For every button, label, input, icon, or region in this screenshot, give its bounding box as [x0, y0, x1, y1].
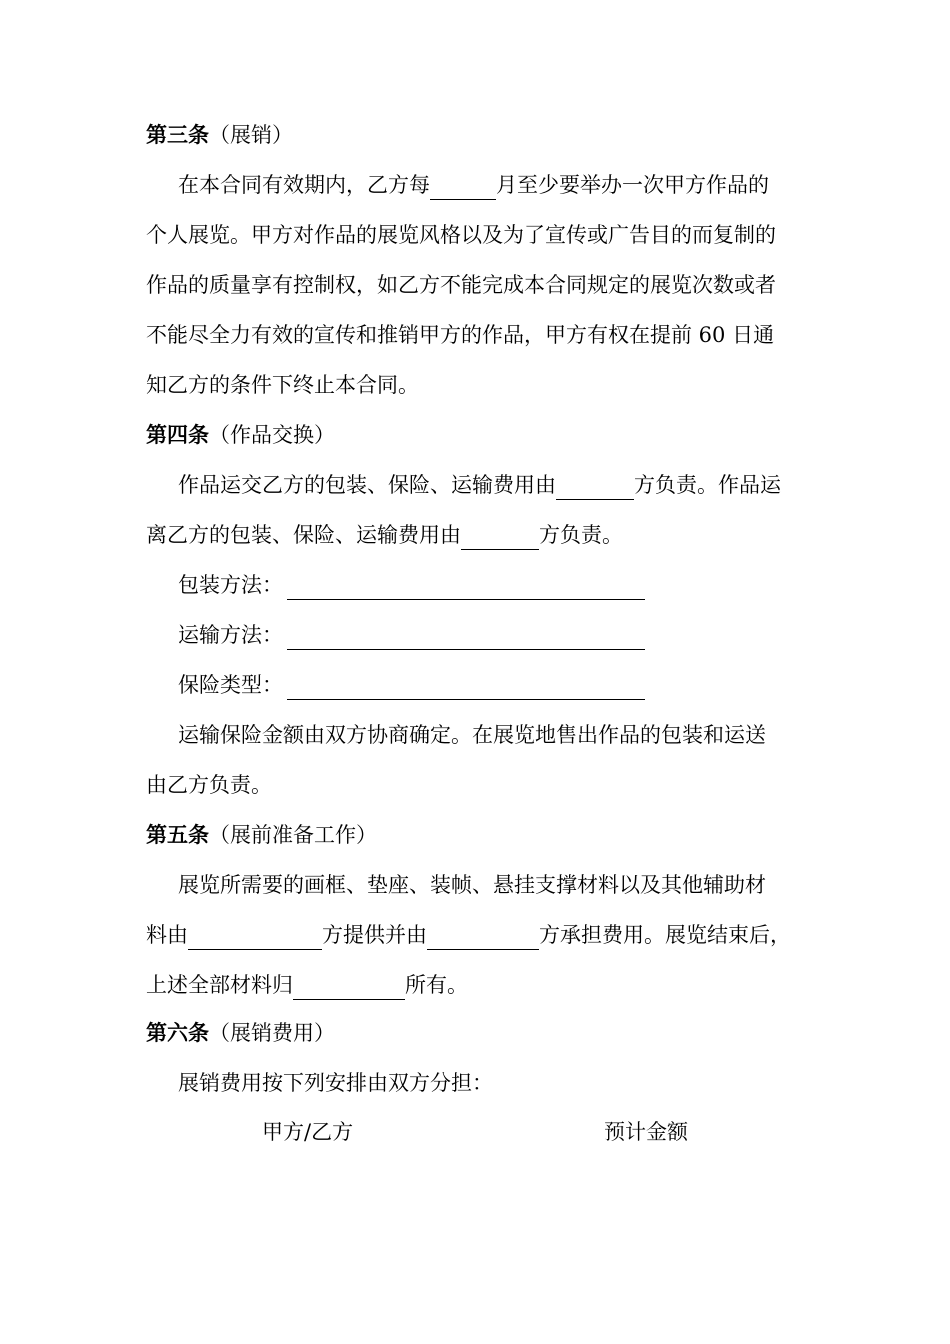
insurance-type-row	[178, 670, 645, 700]
text-span: 月至少要举办一次甲方作品的	[496, 173, 769, 197]
article-3-line-1	[178, 170, 769, 200]
text-span: 方负责。作品运	[634, 473, 781, 497]
insurance-type-field[interactable]	[287, 677, 645, 700]
article-3-line-5: 知乙方的条件下终止本合同。	[146, 373, 419, 397]
text-span: 料由	[146, 923, 188, 947]
text-span: 在本合同有效期内，乙方每	[178, 173, 430, 197]
article-4-line-3: 运输保险金额由双方协商确定。在展览地售出作品的包装和运送	[178, 723, 766, 747]
packing-method-label: 包装方法：	[178, 573, 283, 597]
article-6-heading	[146, 1018, 335, 1048]
insurance-type-label: 保险类型：	[178, 673, 283, 697]
cost-party-blank[interactable]	[427, 927, 539, 950]
provider-party-blank[interactable]	[188, 927, 322, 950]
text-span: 方承担费用。展览结束后，	[539, 923, 791, 947]
table-header-party: 甲方/乙方	[262, 1120, 354, 1144]
article-4-line-4: 由乙方负责。	[146, 773, 272, 797]
article-6-title: （展销费用）	[209, 1021, 335, 1045]
packing-method-row	[178, 570, 645, 600]
article-3-line-4: 不能尽全力有效的宣传和推销甲方的作品，甲方有权在提前 60 日通	[146, 323, 775, 347]
packing-method-field[interactable]	[287, 577, 645, 600]
article-3-line-2: 个人展览。甲方对作品的展览风格以及为了宣传或广告目的而复制的	[146, 223, 776, 247]
table-header-estimated-amount: 预计金额	[604, 1120, 688, 1144]
article-4-line-2	[146, 520, 623, 550]
article-5-line-3	[146, 970, 468, 1000]
text-span: 作品运交乙方的包装、保险、运输费用由	[178, 473, 556, 497]
transport-method-field[interactable]	[287, 627, 645, 650]
article-3-line-3: 作品的质量享有控制权，如乙方不能完成本合同规定的展览次数或者	[146, 273, 776, 297]
article-3-number: 第三条	[146, 122, 209, 147]
months-blank[interactable]	[430, 177, 496, 200]
article-5-line-2	[146, 920, 791, 950]
article-4-line-1	[178, 470, 781, 500]
article-5-line-1: 展览所需要的画框、垫座、装帧、悬挂支撑材料以及其他辅助材	[178, 873, 766, 897]
article-3-heading	[146, 120, 293, 150]
article-6-number: 第六条	[146, 1020, 209, 1045]
transport-method-row	[178, 620, 645, 650]
owner-party-blank[interactable]	[293, 977, 405, 1000]
return-party-blank[interactable]	[461, 527, 539, 550]
text-span: 离乙方的包装、保险、运输费用由	[146, 523, 461, 547]
delivery-party-blank[interactable]	[556, 477, 634, 500]
article-4-title: （作品交换）	[209, 423, 335, 447]
article-5-heading	[146, 820, 377, 850]
text-span: 方提供并由	[322, 923, 427, 947]
transport-method-label: 运输方法：	[178, 623, 283, 647]
article-3-title: （展销）	[209, 123, 293, 147]
text-span: 方负责。	[539, 523, 623, 547]
article-6-line-1: 展销费用按下列安排由双方分担：	[178, 1071, 493, 1095]
text-span: 上述全部材料归	[146, 973, 293, 997]
article-5-title: （展前准备工作）	[209, 823, 377, 847]
text-span: 所有。	[405, 973, 468, 997]
article-5-number: 第五条	[146, 822, 209, 847]
article-4-heading	[146, 420, 335, 450]
article-4-number: 第四条	[146, 422, 209, 447]
